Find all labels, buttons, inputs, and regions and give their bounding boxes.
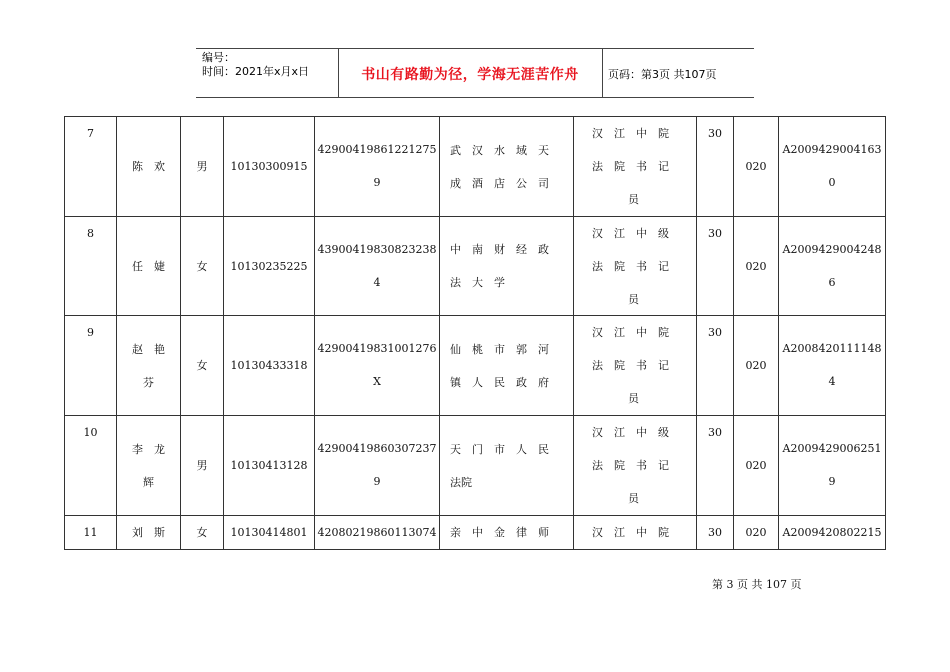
score-cell-line: 30 xyxy=(708,526,722,539)
exam_no-cell xyxy=(224,217,315,316)
id-number-cell xyxy=(315,217,440,316)
cert-number: A2009420802215 xyxy=(782,526,882,539)
target-cell-line: 员 xyxy=(628,193,639,206)
id-number-cell xyxy=(315,516,440,550)
number-label: 编号： xyxy=(202,51,235,64)
name-cell-line: 刘 斯 xyxy=(132,526,165,539)
target-cell-line: 法 院 书 记 xyxy=(592,459,669,472)
gender-cell xyxy=(181,316,224,416)
gender-cell xyxy=(181,217,224,316)
employer-cell-line: 镇 人 民 政 府 xyxy=(450,376,549,389)
employer-cell-line: 天 门 市 人 民 xyxy=(450,443,549,456)
table-row xyxy=(65,516,886,550)
exam_no-cell xyxy=(224,117,315,217)
exam_no-cell-line: 10130413128 xyxy=(230,459,308,472)
target-cell xyxy=(574,316,697,416)
employer-cell-line: 亲 中 金 律 师 xyxy=(450,526,549,539)
employer-cell xyxy=(440,217,574,316)
id-number: 439004198308232384 xyxy=(317,243,437,289)
score-cell-line: 30 xyxy=(708,426,722,439)
score-cell xyxy=(697,217,734,316)
code-cell xyxy=(734,516,779,550)
employer-cell-line: 成 酒 店 公 司 xyxy=(450,177,549,190)
name-cell xyxy=(117,117,181,217)
target-cell xyxy=(574,416,697,516)
cert-number: A20094290062519 xyxy=(782,442,882,488)
name-cell xyxy=(117,416,181,516)
name-cell-line: 辉 xyxy=(143,476,154,489)
seq-cell-line: 7 xyxy=(87,127,94,140)
gender-cell-line: 女 xyxy=(196,359,208,372)
seq-cell-line: 8 xyxy=(87,227,94,240)
exam_no-cell xyxy=(224,416,315,516)
name-cell-line: 赵 艳 xyxy=(132,343,165,356)
employer-cell-line: 法 大 学 xyxy=(450,276,505,289)
name-cell-line: 陈 欢 xyxy=(132,160,165,173)
header-page-label: 页码：第3页 共107页 xyxy=(608,68,717,81)
seq-cell-line: 9 xyxy=(87,326,94,339)
target-cell-line: 法 院 书 记 xyxy=(592,359,669,372)
seq-cell xyxy=(65,516,117,550)
cert-number-cell xyxy=(779,217,886,316)
seq-cell-line: 10 xyxy=(83,426,98,439)
target-cell xyxy=(574,516,697,550)
cert-number: A20094290042486 xyxy=(782,243,882,289)
code-cell-line: 020 xyxy=(745,526,767,539)
code-cell-line: 020 xyxy=(745,459,767,472)
exam_no-cell xyxy=(224,316,315,416)
employer-cell-line: 法院 xyxy=(450,476,472,489)
exam_no-cell-line: 10130433318 xyxy=(230,359,308,372)
id-number-cell xyxy=(315,316,440,416)
cert-number-cell xyxy=(779,316,886,416)
gender-cell xyxy=(181,516,224,550)
score-cell xyxy=(697,117,734,217)
code-cell-line: 020 xyxy=(745,260,767,273)
id-number-cell xyxy=(315,117,440,217)
gender-cell-line: 男 xyxy=(196,459,208,472)
cert-number-cell xyxy=(779,516,886,550)
gender-cell xyxy=(181,117,224,217)
seq-cell xyxy=(65,217,117,316)
name-cell xyxy=(117,217,181,316)
exam_no-cell-line: 10130235225 xyxy=(230,260,308,273)
name-cell xyxy=(117,316,181,416)
code-cell-line: 020 xyxy=(745,160,767,173)
employer-cell xyxy=(440,516,574,550)
seq-cell xyxy=(65,316,117,416)
header-left xyxy=(202,51,309,79)
employer-cell-line: 仙 桃 市 郭 河 xyxy=(450,343,549,356)
employer-cell-line: 中 南 财 经 政 xyxy=(450,243,549,256)
id-number: 42900419831001276X xyxy=(317,342,437,388)
name-cell-line: 任 婕 xyxy=(132,260,165,273)
target-cell-line: 汉 江 中 级 xyxy=(592,426,669,439)
score-cell-line: 30 xyxy=(708,227,722,240)
seq-cell xyxy=(65,416,117,516)
gender-cell-line: 男 xyxy=(196,160,208,173)
score-cell-line: 30 xyxy=(708,326,722,339)
employer-cell xyxy=(440,316,574,416)
id-number-cell xyxy=(315,416,440,516)
exam_no-cell-line: 10130414801 xyxy=(230,526,308,539)
cert-number-cell xyxy=(779,416,886,516)
code-cell xyxy=(734,117,779,217)
gender-cell-line: 女 xyxy=(196,526,208,539)
cert-number: A20094290041630 xyxy=(782,143,882,189)
table-row xyxy=(65,117,886,217)
id-number: 42080219860113074 xyxy=(317,526,437,539)
target-cell-line: 汉 江 中 院 xyxy=(592,326,669,339)
header-motto: 书山有路勤为径，学海无涯苦作舟 xyxy=(361,67,579,83)
employer-cell-line: 武 汉 水 域 天 xyxy=(450,144,549,157)
code-cell-line: 020 xyxy=(745,359,767,372)
time-label: 时间：2021年x月x日 xyxy=(202,65,310,78)
target-cell-line: 员 xyxy=(628,492,639,505)
target-cell-line: 汉 江 中 级 xyxy=(592,227,669,240)
seq-cell-line: 11 xyxy=(83,526,98,539)
score-cell xyxy=(697,416,734,516)
seq-cell xyxy=(65,117,117,217)
table-row xyxy=(65,217,886,316)
target-cell xyxy=(574,217,697,316)
page-footer: 第 3 页 共 107 页 xyxy=(712,578,802,591)
name-cell xyxy=(117,516,181,550)
id-number: 429004198612212759 xyxy=(317,143,437,189)
personnel-table xyxy=(64,116,886,550)
employer-cell xyxy=(440,117,574,217)
exam_no-cell-line: 10130300915 xyxy=(230,160,308,173)
gender-cell-line: 女 xyxy=(196,260,208,273)
name-cell-line: 芬 xyxy=(143,376,154,389)
target-cell-line: 员 xyxy=(628,392,639,405)
target-cell-line: 汉 江 中 院 xyxy=(592,526,669,539)
cert-number-cell xyxy=(779,117,886,217)
name-cell-line: 李 龙 xyxy=(132,443,165,456)
cert-number: A20084201111484 xyxy=(782,342,882,388)
target-cell-line: 员 xyxy=(628,293,639,306)
code-cell xyxy=(734,217,779,316)
score-cell xyxy=(697,516,734,550)
table-row xyxy=(65,316,886,416)
score-cell xyxy=(697,316,734,416)
code-cell xyxy=(734,416,779,516)
code-cell xyxy=(734,316,779,416)
target-cell-line: 法 院 书 记 xyxy=(592,160,669,173)
exam_no-cell xyxy=(224,516,315,550)
table-row xyxy=(65,416,886,516)
employer-cell xyxy=(440,416,574,516)
target-cell xyxy=(574,117,697,217)
id-number: 429004198603072379 xyxy=(317,442,437,488)
target-cell-line: 汉 江 中 院 xyxy=(592,127,669,140)
score-cell-line: 30 xyxy=(708,127,722,140)
header-divider xyxy=(602,49,603,97)
page-header xyxy=(196,48,754,98)
gender-cell xyxy=(181,416,224,516)
target-cell-line: 法 院 书 记 xyxy=(592,260,669,273)
